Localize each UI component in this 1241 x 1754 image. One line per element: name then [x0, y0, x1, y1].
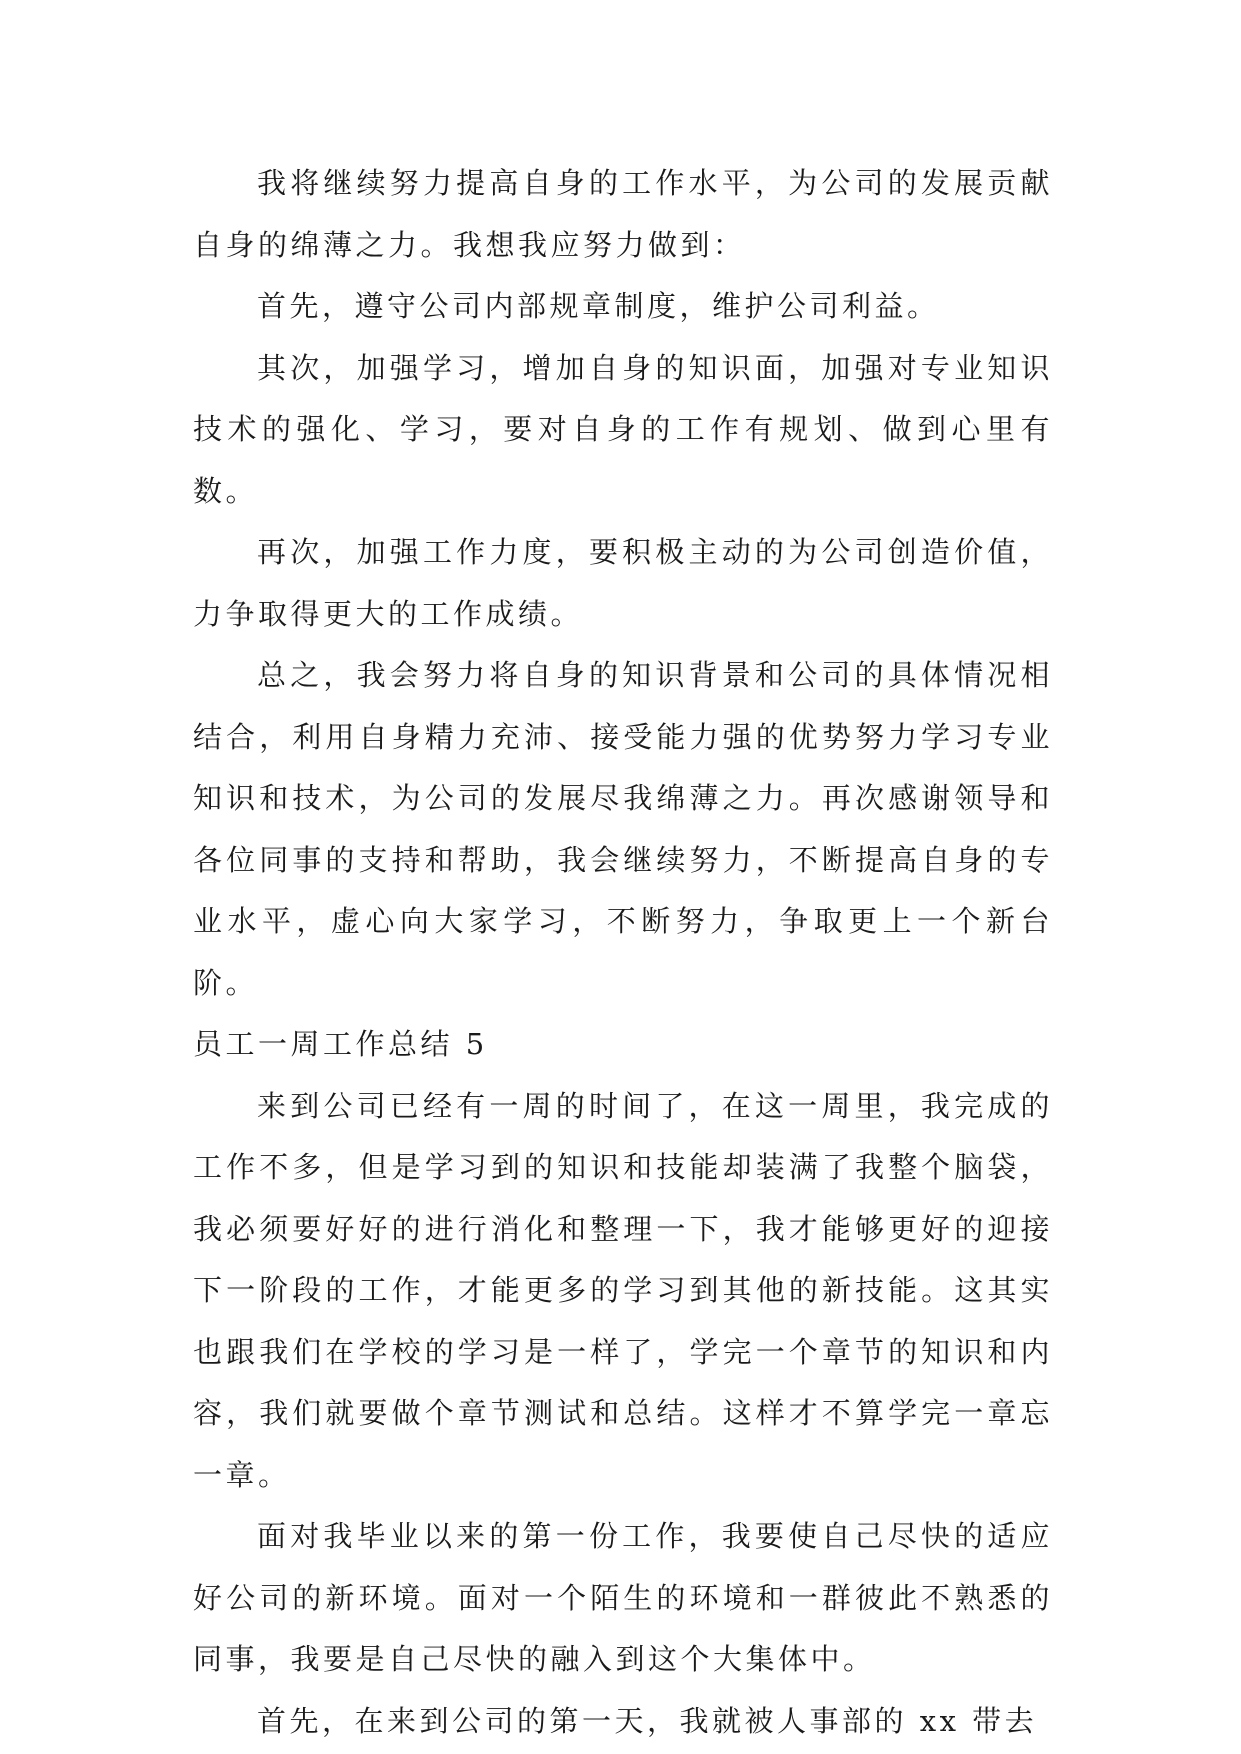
section-heading: 员工一周工作总结 5: [193, 1027, 488, 1061]
paragraph: 面对我毕业以来的第一份工作，我要使自己尽快的适应好公司的新环境。面对一个陌生的环境和一群彼此不熟悉的同事，我要是自己尽快的融入到这个大集体中。: [193, 1519, 1053, 1676]
paragraph: 首先，在来到公司的第一天，我就被人事部的 xx 带去: [257, 1703, 1038, 1738]
paragraph: 其次，加强学习，增加自身的知识面，加强对专业知识技术的强化、学习，要对自身的工作有规划、做到心里有数。: [193, 350, 1053, 508]
paragraph: 总之，我会努力将自身的知识背景和公司的具体情况相结合，利用自身精力充沛、接受能力强的优势努力学习专业知识和技术，为公司的发展尽我绵薄之力。再次感谢领导和各位同事的支持和帮助，我会继续努力，不断提高自身的专业水平，虚心向大家学习，不断努力，争取更上一个新台阶。: [193, 658, 1053, 1000]
paragraph: 我将继续努力提高自身的工作水平，为公司的发展贡献自身的绵薄之力。我想我应努力做到：: [193, 166, 1053, 262]
paragraph: 首先，遵守公司内部规章制度，维护公司利益。: [257, 289, 940, 323]
document-body: [193, 153, 1053, 1752]
paragraph: 再次，加强工作力度，要积极主动的为公司创造价值，力争取得更大的工作成绩。: [193, 535, 1053, 631]
paragraph: 来到公司已经有一周的时间了，在这一周里，我完成的工作不多，但是学习到的知识和技能却装满了我整个脑袋，我必须要好好的进行消化和整理一下，我才能够更好的迎接下一阶段的工作，才能更多的学习到其他的新技能。这其实也跟我们在学校的学习是一样了，学完一个章节的知识和内容，我们就要做个章节测试和总结。这样才不算学完一章忘一章。: [193, 1088, 1053, 1492]
